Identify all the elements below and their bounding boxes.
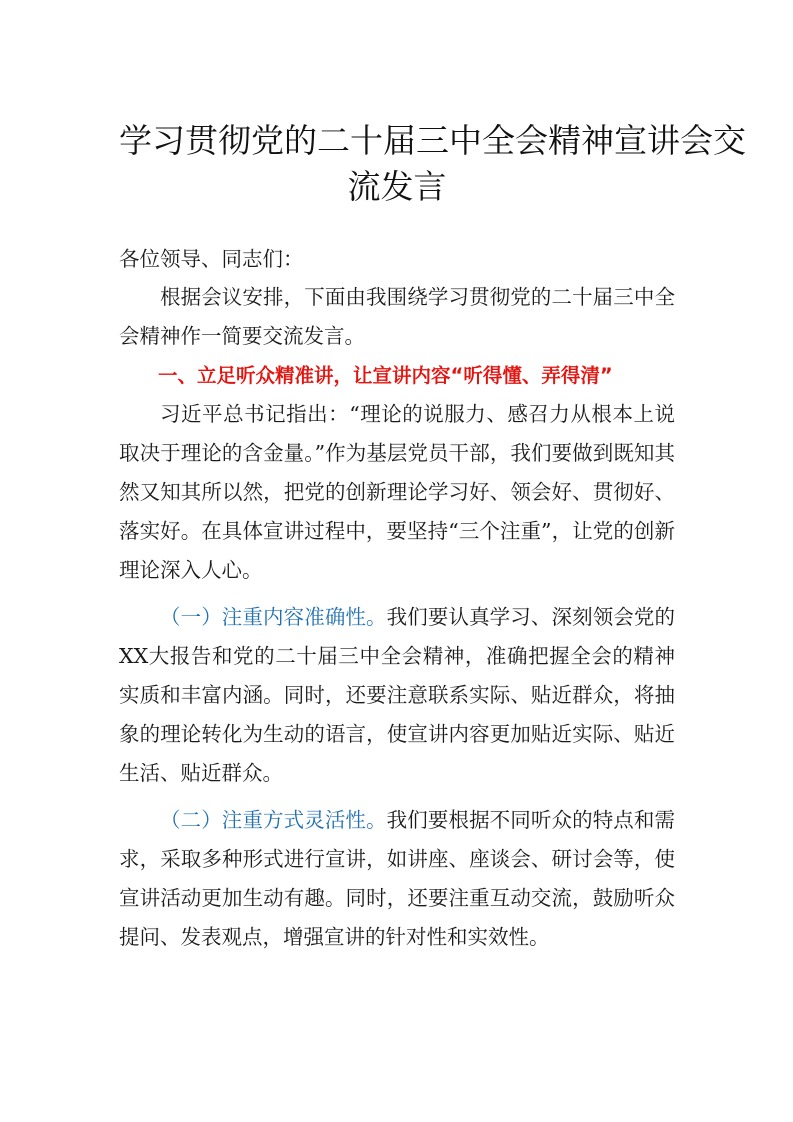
section-1-paragraph: 习近平总书记指出：“理论的说服力、感召力从根本上说取决于理论的含金量。”作为基层党员干部，我们要做到既知其然又知其所以然，把党的创新理论学习好、领会好、贯彻好、落实好。在具体宣讲过程中，要坚持“三个注重”，让党的创新理论深入人心。 bbox=[119, 402, 675, 582]
document-body bbox=[119, 118, 746, 957]
subsection-2-body: 我们要根据不同听众的特点和需求，采取多种形式进行宣讲，如讲座、座谈会、研讨会等，使宣讲活动更加生动有趣。同时，还要注重互动交流，鼓励听众提问、发表观点，增强宣讲的针对性和实效性。 bbox=[119, 808, 676, 949]
title-line-1: 学习贯彻党的二十届三中全会精神宣讲会交 bbox=[119, 121, 746, 160]
subsection-2-paragraph bbox=[119, 801, 675, 957]
subsection-2-heading: （二）注重方式灵活性。 bbox=[160, 808, 387, 832]
salutation: 各位领导、同志们： bbox=[119, 247, 304, 271]
section-1-heading: 一、立足听众精准讲，让宣讲内容“听得懂、弄得清” bbox=[158, 364, 613, 387]
intro-paragraph: 根据会议安排，下面由我围绕学习贯彻党的二十届三中全会精神作一简要交流发言。 bbox=[119, 285, 675, 348]
document-title bbox=[119, 118, 746, 210]
subsection-1-paragraph bbox=[119, 598, 675, 793]
title-line-2: 流发言 bbox=[347, 167, 447, 206]
subsection-1-body: 我们要认真学习、深刻领会党的XX大报告和党的二十届三中全会精神，准确把握全会的精神实质和丰富内涵。同时，还要注意联系实际、贴近群众，将抽象的理论转化为生动的语言，使宣讲内容更加贴近实际、贴近生活、贴近群众。 bbox=[119, 605, 676, 785]
subsection-1-heading: （一）注重内容准确性。 bbox=[160, 605, 387, 629]
